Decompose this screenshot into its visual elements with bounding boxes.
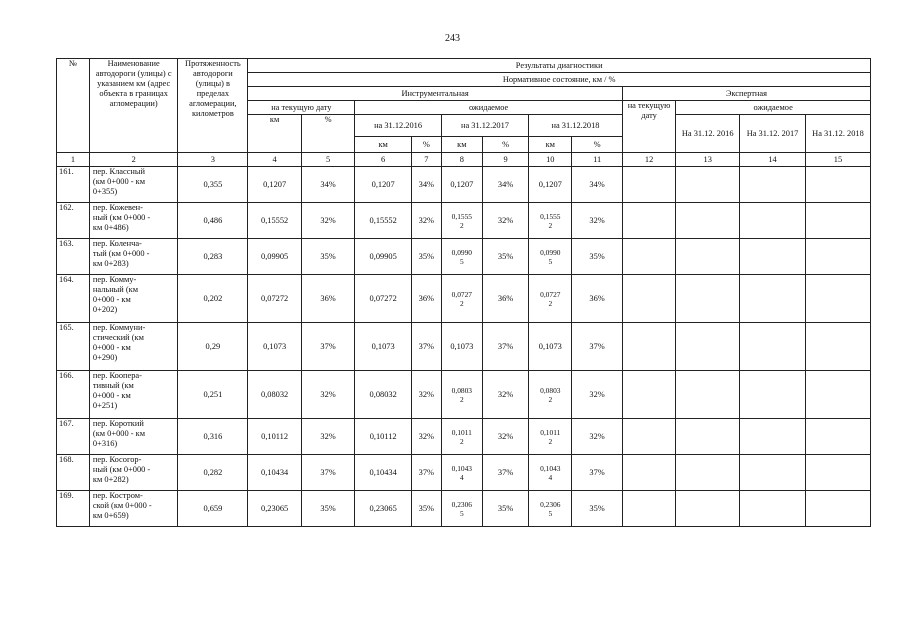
pct-2017: 35% — [482, 239, 528, 275]
expert-cell — [622, 371, 676, 419]
pct-2018: 32% — [572, 371, 622, 419]
km-2016: 0,09905 — [355, 239, 412, 275]
row-number: 166. — [57, 371, 90, 419]
pct-2017: 37% — [482, 455, 528, 491]
pct-2016: 32% — [411, 371, 441, 419]
expert-cell — [622, 167, 676, 203]
road-name: пер. Коммуни- стический (км 0+000 - км 0+290) — [89, 323, 177, 371]
header-current-pct: % — [301, 115, 355, 153]
expert-cell — [805, 167, 870, 203]
road-name: пер. Кожевен- ный (км 0+000 - км 0+486) — [89, 203, 177, 239]
current-pct: 36% — [301, 275, 355, 323]
pct-2016: 35% — [411, 491, 441, 527]
current-km: 0,15552 — [248, 203, 302, 239]
expert-cell — [676, 323, 740, 371]
expert-cell — [805, 455, 870, 491]
road-name: пер. Косогор- ный (км 0+000 - км 0+282) — [89, 455, 177, 491]
pct-2018: 34% — [572, 167, 622, 203]
km-2018: 0,0803 2 — [529, 371, 572, 419]
road-length: 0,659 — [178, 491, 248, 527]
header-2017-km: км — [441, 137, 482, 153]
column-number: 10 — [529, 153, 572, 167]
header-num: № — [57, 59, 90, 153]
current-pct: 32% — [301, 419, 355, 455]
current-km: 0,08032 — [248, 371, 302, 419]
pct-2018: 32% — [572, 203, 622, 239]
km-2016: 0,1207 — [355, 167, 412, 203]
pct-2018: 32% — [572, 419, 622, 455]
current-km: 0,10112 — [248, 419, 302, 455]
table-row — [57, 203, 871, 239]
page-number: 243 — [445, 33, 460, 44]
column-number: 6 — [355, 153, 412, 167]
current-pct: 37% — [301, 323, 355, 371]
table-row — [57, 419, 871, 455]
header-date-2016: на 31.12.2016 — [355, 115, 441, 137]
expert-cell — [740, 203, 806, 239]
km-2018: 0,0727 2 — [529, 275, 572, 323]
expert-cell — [805, 275, 870, 323]
header-expert-2018: На 31.12. 2018 — [805, 115, 870, 153]
expert-cell — [622, 203, 676, 239]
column-number: 8 — [441, 153, 482, 167]
road-length: 0,282 — [178, 455, 248, 491]
km-2017: 0,1073 — [441, 323, 482, 371]
km-2018: 0,0990 5 — [529, 239, 572, 275]
expert-cell — [805, 419, 870, 455]
road-length: 0,283 — [178, 239, 248, 275]
current-pct: 34% — [301, 167, 355, 203]
road-name: пер. Классный (км 0+000 - км 0+355) — [89, 167, 177, 203]
road-length: 0,29 — [178, 323, 248, 371]
table-row — [57, 167, 871, 203]
current-km: 0,09905 — [248, 239, 302, 275]
current-km: 0,1207 — [248, 167, 302, 203]
header-current-date: на текущую дату — [248, 101, 355, 115]
row-number: 169. — [57, 491, 90, 527]
expert-cell — [805, 203, 870, 239]
expert-cell — [805, 239, 870, 275]
table-row — [57, 371, 871, 419]
expert-cell — [805, 371, 870, 419]
km-2017: 0,1207 — [441, 167, 482, 203]
current-pct: 32% — [301, 371, 355, 419]
km-2016: 0,1073 — [355, 323, 412, 371]
expert-cell — [740, 455, 806, 491]
km-2016: 0,10434 — [355, 455, 412, 491]
header-2016-km: км — [355, 137, 412, 153]
column-number: 15 — [805, 153, 870, 167]
km-2017: 0,0990 5 — [441, 239, 482, 275]
row-number: 165. — [57, 323, 90, 371]
road-length: 0,251 — [178, 371, 248, 419]
column-number: 7 — [411, 153, 441, 167]
table-row — [57, 323, 871, 371]
header-expert-2016: На 31.12. 2016 — [676, 115, 740, 153]
km-2016: 0,07272 — [355, 275, 412, 323]
pct-2017: 32% — [482, 419, 528, 455]
km-2016: 0,10112 — [355, 419, 412, 455]
expert-cell — [622, 491, 676, 527]
km-2017: 0,1011 2 — [441, 419, 482, 455]
row-number: 162. — [57, 203, 90, 239]
pct-2016: 34% — [411, 167, 441, 203]
km-2016: 0,08032 — [355, 371, 412, 419]
expert-cell — [676, 167, 740, 203]
km-2016: 0,15552 — [355, 203, 412, 239]
column-number: 9 — [482, 153, 528, 167]
expert-cell — [740, 491, 806, 527]
pct-2018: 37% — [572, 323, 622, 371]
road-name: пер. Комму- нальный (км 0+000 - км 0+202) — [89, 275, 177, 323]
km-2017: 0,1555 2 — [441, 203, 482, 239]
expert-cell — [740, 275, 806, 323]
pct-2017: 32% — [482, 371, 528, 419]
header-expert-expected: ожидаемое — [676, 101, 871, 115]
header-normative: Нормативное состояние, км / % — [248, 73, 871, 87]
km-2018: 0,1207 — [529, 167, 572, 203]
km-2017: 0,2306 5 — [441, 491, 482, 527]
road-length: 0,486 — [178, 203, 248, 239]
row-number: 163. — [57, 239, 90, 275]
column-number: 3 — [178, 153, 248, 167]
row-number: 164. — [57, 275, 90, 323]
row-number: 168. — [57, 455, 90, 491]
column-number-row — [57, 153, 871, 167]
current-km: 0,1073 — [248, 323, 302, 371]
header-date-2017: на 31.12.2017 — [441, 115, 528, 137]
pct-2017: 37% — [482, 323, 528, 371]
expert-cell — [740, 371, 806, 419]
current-km: 0,10434 — [248, 455, 302, 491]
column-number: 14 — [740, 153, 806, 167]
header-current-km: км — [248, 115, 302, 153]
column-number: 4 — [248, 153, 302, 167]
pct-2017: 35% — [482, 491, 528, 527]
pct-2018: 35% — [572, 491, 622, 527]
pct-2016: 35% — [411, 239, 441, 275]
expert-cell — [740, 167, 806, 203]
table-row — [57, 491, 871, 527]
column-number: 1 — [57, 153, 90, 167]
header-expert-current-date: на текущую дату — [622, 101, 676, 153]
row-number: 167. — [57, 419, 90, 455]
current-km: 0,23065 — [248, 491, 302, 527]
row-number: 161. — [57, 167, 90, 203]
column-number: 12 — [622, 153, 676, 167]
km-2017: 0,1043 4 — [441, 455, 482, 491]
current-pct: 35% — [301, 239, 355, 275]
expert-cell — [622, 275, 676, 323]
expert-cell — [622, 239, 676, 275]
km-2018: 0,1073 — [529, 323, 572, 371]
table-row — [57, 275, 871, 323]
header-results: Результаты диагностики — [248, 59, 871, 73]
pct-2018: 37% — [572, 455, 622, 491]
header-2018-pct: % — [572, 137, 622, 153]
header-expert-2017: На 31.12. 2017 — [740, 115, 806, 153]
expert-cell — [740, 323, 806, 371]
expert-cell — [676, 203, 740, 239]
km-2018: 0,2306 5 — [529, 491, 572, 527]
expert-cell — [676, 275, 740, 323]
road-name: пер. Костром- ской (км 0+000 - км 0+659) — [89, 491, 177, 527]
header-length: Протяженность автодороги (улицы) в пределах агломерации, километров — [178, 59, 248, 153]
current-pct: 32% — [301, 203, 355, 239]
header-expected: ожидаемое — [355, 101, 622, 115]
pct-2017: 34% — [482, 167, 528, 203]
km-2018: 0,1555 2 — [529, 203, 572, 239]
header-expert: Экспертная — [622, 87, 870, 101]
pct-2018: 36% — [572, 275, 622, 323]
expert-cell — [740, 419, 806, 455]
expert-cell — [676, 491, 740, 527]
road-name: пер. Коопера- тивный (км 0+000 - км 0+251) — [89, 371, 177, 419]
header-road-name: Наименование автодороги (улицы) с указанием км (адрес объекта в границах агломерации) — [89, 59, 177, 153]
km-2018: 0,1043 4 — [529, 455, 572, 491]
pct-2016: 32% — [411, 419, 441, 455]
pct-2016: 36% — [411, 275, 441, 323]
header-2017-pct: % — [482, 137, 528, 153]
road-name: пер. Короткий (км 0+000 - км 0+316) — [89, 419, 177, 455]
header-2018-km: км — [529, 137, 572, 153]
pct-2016: 37% — [411, 455, 441, 491]
header-instrumental: Инструментальная — [248, 87, 622, 101]
expert-cell — [805, 491, 870, 527]
road-length: 0,202 — [178, 275, 248, 323]
column-number: 5 — [301, 153, 355, 167]
expert-cell — [805, 323, 870, 371]
pct-2016: 32% — [411, 203, 441, 239]
km-2018: 0,1011 2 — [529, 419, 572, 455]
pct-2017: 36% — [482, 275, 528, 323]
column-number: 11 — [572, 153, 622, 167]
expert-cell — [676, 371, 740, 419]
table-row — [57, 455, 871, 491]
column-number: 13 — [676, 153, 740, 167]
expert-cell — [622, 419, 676, 455]
expert-cell — [676, 455, 740, 491]
km-2017: 0,0803 2 — [441, 371, 482, 419]
road-length: 0,316 — [178, 419, 248, 455]
pct-2016: 37% — [411, 323, 441, 371]
expert-cell — [622, 323, 676, 371]
expert-cell — [676, 239, 740, 275]
header-2016-pct: % — [411, 137, 441, 153]
road-length: 0,355 — [178, 167, 248, 203]
expert-cell — [676, 419, 740, 455]
table-row — [57, 239, 871, 275]
pct-2017: 32% — [482, 203, 528, 239]
column-number: 2 — [89, 153, 177, 167]
expert-cell — [622, 455, 676, 491]
header-date-2018: на 31.12.2018 — [529, 115, 623, 137]
road-name: пер. Коленча- тый (км 0+000 - км 0+283) — [89, 239, 177, 275]
expert-cell — [740, 239, 806, 275]
pct-2018: 35% — [572, 239, 622, 275]
km-2016: 0,23065 — [355, 491, 412, 527]
diagnostics-table — [56, 58, 871, 527]
current-km: 0,07272 — [248, 275, 302, 323]
km-2017: 0,0727 2 — [441, 275, 482, 323]
current-pct: 37% — [301, 455, 355, 491]
current-pct: 35% — [301, 491, 355, 527]
